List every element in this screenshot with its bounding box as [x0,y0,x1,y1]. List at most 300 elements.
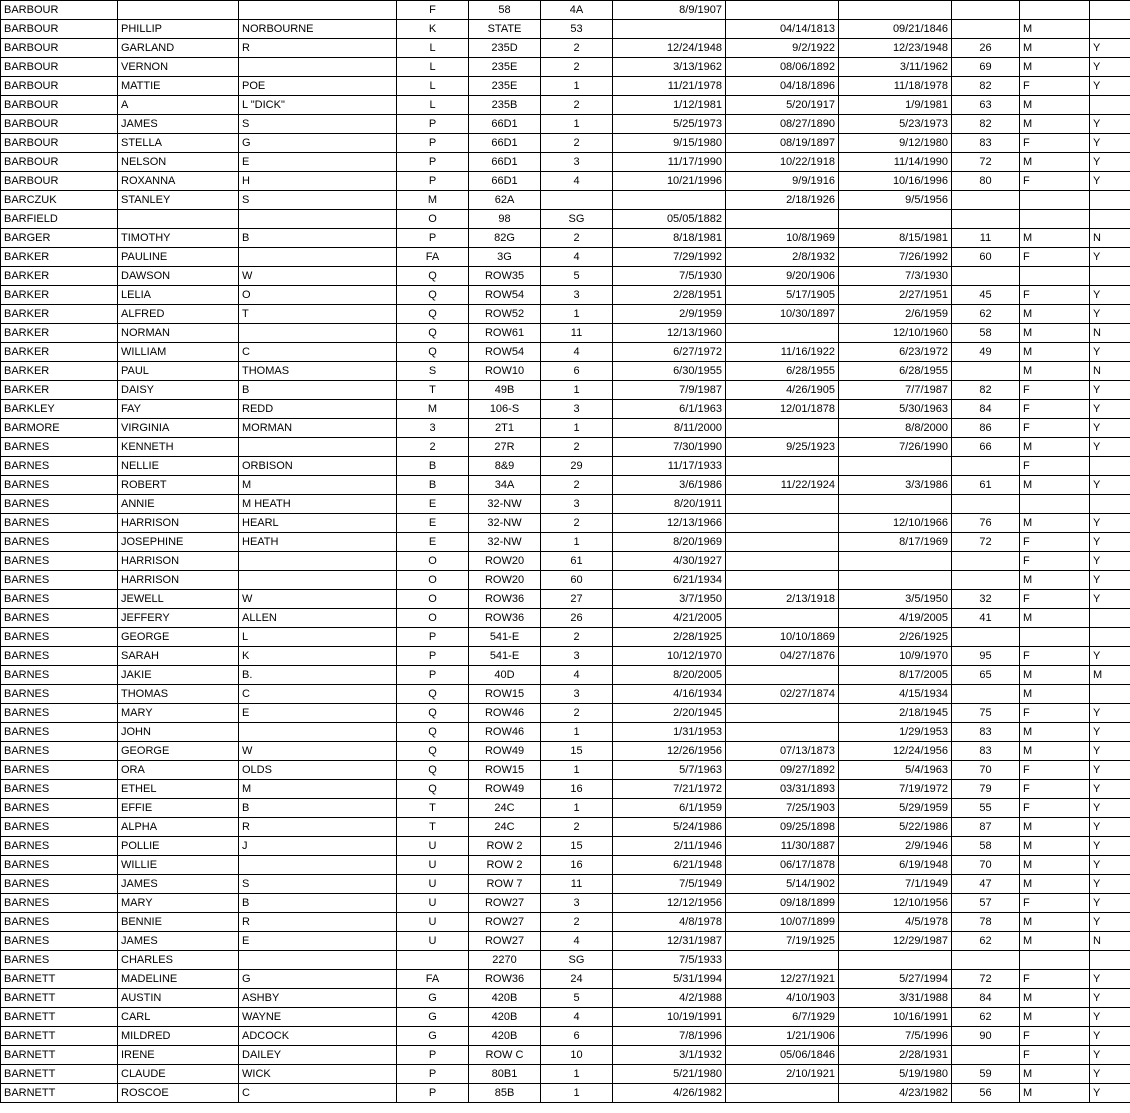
cell-first-name: WILLIAM [118,343,239,362]
cell-age: 58 [952,324,1020,343]
cell-burial-date: 9/15/1980 [613,134,726,153]
cell-space: 1 [541,1084,613,1103]
cell-death-date [839,457,952,476]
cell-lot: ROW 2 [469,856,541,875]
cell-section: Q [397,305,469,324]
cell-middle-name [239,438,397,457]
cell-last-name: BARNES [1,761,118,780]
cell-lot: ROW C [469,1046,541,1065]
cell-flag: Y [1090,590,1130,609]
table-row [1,134,1130,153]
cell-sex: M [1020,20,1090,39]
cell-last-name: BARGER [1,229,118,248]
cell-first-name: STELLA [118,134,239,153]
cell-death-date: 09/21/1846 [839,20,952,39]
cell-sex: M [1020,837,1090,856]
cell-birth-date: 09/27/1892 [726,761,839,780]
cell-first-name: VIRGINIA [118,419,239,438]
table-row [1,172,1130,191]
cell-first-name: GEORGE [118,628,239,647]
cell-death-date: 5/29/1959 [839,799,952,818]
cell-burial-date: 2/28/1925 [613,628,726,647]
cell-sex: F [1020,704,1090,723]
table-row [1,476,1130,495]
cell-birth-date: 08/06/1892 [726,58,839,77]
cell-last-name: BARNES [1,476,118,495]
cell-section: FA [397,970,469,989]
cell-burial-date: 5/31/1994 [613,970,726,989]
cell-burial-date: 8/11/2000 [613,419,726,438]
cell-space: 2 [541,229,613,248]
cell-first-name: ETHEL [118,780,239,799]
cell-death-date: 10/16/1996 [839,172,952,191]
cell-space: 11 [541,324,613,343]
cell-birth-date: 07/13/1873 [726,742,839,761]
cell-section: F [397,1,469,20]
cell-first-name: ANNIE [118,495,239,514]
cell-lot: 66D1 [469,115,541,134]
cell-sex: M [1020,666,1090,685]
cell-flag: Y [1090,761,1130,780]
cell-section: B [397,457,469,476]
cell-last-name: BARKER [1,362,118,381]
cell-flag: Y [1090,913,1130,932]
cell-age [952,495,1020,514]
cell-age: 45 [952,286,1020,305]
cell-birth-date: 1/21/1906 [726,1027,839,1046]
cell-flag: Y [1090,77,1130,96]
cell-sex: M [1020,685,1090,704]
cell-section: G [397,1008,469,1027]
cell-death-date: 8/8/2000 [839,419,952,438]
cell-space: 3 [541,153,613,172]
cell-lot: 82G [469,229,541,248]
cell-burial-date: 6/30/1955 [613,362,726,381]
cell-sex: M [1020,438,1090,457]
cell-flag: Y [1090,533,1130,552]
cell-flag: N [1090,932,1130,951]
cell-burial-date: 8/20/2005 [613,666,726,685]
cell-sex: M [1020,932,1090,951]
cell-age: 72 [952,533,1020,552]
cell-lot: ROW49 [469,742,541,761]
cell-section: P [397,1046,469,1065]
cell-first-name: JEFFERY [118,609,239,628]
table-row [1,39,1130,58]
cell-middle-name [239,1,397,20]
table-row [1,20,1130,39]
cell-sex: M [1020,609,1090,628]
cell-age: 11 [952,229,1020,248]
cell-space: 2 [541,704,613,723]
table-row [1,1065,1130,1084]
cell-burial-date: 2/28/1951 [613,286,726,305]
cell-section: Q [397,704,469,723]
cell-last-name: BARKER [1,343,118,362]
cell-first-name: JAMES [118,932,239,951]
cell-first-name: POLLIE [118,837,239,856]
cell-birth-date [726,552,839,571]
cell-first-name: LELIA [118,286,239,305]
cell-lot: ROW27 [469,894,541,913]
cell-age: 56 [952,1084,1020,1103]
cell-section: O [397,609,469,628]
cell-section [397,951,469,970]
cell-first-name: ROXANNA [118,172,239,191]
cell-sex: M [1020,39,1090,58]
cell-burial-date: 6/1/1959 [613,799,726,818]
cell-birth-date [726,1,839,20]
cell-space: 2 [541,628,613,647]
cell-last-name: BARNES [1,647,118,666]
cell-first-name: GARLAND [118,39,239,58]
cell-birth-date: 9/25/1923 [726,438,839,457]
cell-birth-date: 04/18/1896 [726,77,839,96]
cell-flag: Y [1090,419,1130,438]
cell-flag [1090,457,1130,476]
cell-last-name: BARNES [1,856,118,875]
cell-first-name: FAY [118,400,239,419]
cell-first-name: MARY [118,704,239,723]
cell-burial-date: 2/20/1945 [613,704,726,723]
table-row [1,723,1130,742]
cell-death-date: 11/14/1990 [839,153,952,172]
cell-last-name: BARCZUK [1,191,118,210]
cell-death-date: 6/28/1955 [839,362,952,381]
cell-sex: F [1020,286,1090,305]
cell-sex [1020,951,1090,970]
cell-section: O [397,210,469,229]
table-row [1,533,1130,552]
cell-sex: M [1020,1008,1090,1027]
cell-middle-name: THOMAS [239,362,397,381]
cell-birth-date: 6/7/1929 [726,1008,839,1027]
table-row [1,400,1130,419]
cell-flag: Y [1090,856,1130,875]
cell-age: 55 [952,799,1020,818]
cell-age: 62 [952,305,1020,324]
cell-section: P [397,1065,469,1084]
cell-last-name: BARNES [1,894,118,913]
table-body [1,1,1130,1103]
cell-burial-date: 11/17/1990 [613,153,726,172]
cell-death-date [839,210,952,229]
cell-middle-name: C [239,685,397,704]
cell-lot: 49B [469,381,541,400]
table-row [1,343,1130,362]
cell-lot: 420B [469,1008,541,1027]
cell-flag: Y [1090,343,1130,362]
table-row [1,970,1130,989]
cell-space: 6 [541,1027,613,1046]
cell-middle-name [239,571,397,590]
table-row [1,856,1130,875]
cell-death-date: 8/15/1981 [839,229,952,248]
cell-flag [1090,96,1130,115]
cell-sex: F [1020,552,1090,571]
table-row [1,191,1130,210]
cell-flag: N [1090,229,1130,248]
cell-lot: ROW61 [469,324,541,343]
cell-space: 15 [541,837,613,856]
cell-burial-date: 6/21/1934 [613,571,726,590]
cell-age: 61 [952,476,1020,495]
cell-middle-name: NORBOURNE [239,20,397,39]
cell-last-name: BARBOUR [1,96,118,115]
cell-first-name: PAULINE [118,248,239,267]
cell-sex: M [1020,305,1090,324]
cell-last-name: BARKER [1,324,118,343]
cell-first-name: PHILLIP [118,20,239,39]
cell-space: 1 [541,305,613,324]
cell-death-date: 7/7/1987 [839,381,952,400]
cell-death-date: 7/26/1990 [839,438,952,457]
cell-burial-date: 1/31/1953 [613,723,726,742]
table-row [1,514,1130,533]
table-row [1,590,1130,609]
cell-birth-date: 9/20/1906 [726,267,839,286]
cell-age: 65 [952,666,1020,685]
cell-middle-name: B [239,799,397,818]
cell-death-date: 3/3/1986 [839,476,952,495]
cell-middle-name: B. [239,666,397,685]
cell-middle-name: K [239,647,397,666]
cell-last-name: BARMORE [1,419,118,438]
cell-age [952,951,1020,970]
cell-space: 26 [541,609,613,628]
cell-last-name: BARNES [1,609,118,628]
cell-sex [1020,267,1090,286]
cell-burial-date: 4/26/1982 [613,1084,726,1103]
cell-first-name: NELLIE [118,457,239,476]
cell-last-name: BARBOUR [1,77,118,96]
cell-last-name: BARNES [1,685,118,704]
cell-last-name: BARBOUR [1,153,118,172]
cell-middle-name: C [239,343,397,362]
cell-death-date: 9/5/1956 [839,191,952,210]
cell-lot: 32-NW [469,495,541,514]
cell-burial-date: 2/9/1959 [613,305,726,324]
cell-birth-date: 2/13/1918 [726,590,839,609]
cell-burial-date: 12/24/1948 [613,39,726,58]
cell-lot: ROW27 [469,932,541,951]
table-row [1,761,1130,780]
cell-sex: M [1020,989,1090,1008]
cell-birth-date [726,951,839,970]
cell-age [952,191,1020,210]
table-row [1,1046,1130,1065]
cell-age: 82 [952,77,1020,96]
cell-age: 26 [952,39,1020,58]
table-row [1,324,1130,343]
cell-last-name: BARBOUR [1,172,118,191]
cell-space: 1 [541,381,613,400]
cell-first-name: NORMAN [118,324,239,343]
table-row [1,913,1130,932]
table-row [1,571,1130,590]
cell-burial-date: 6/27/1972 [613,343,726,362]
cell-burial-date: 3/7/1950 [613,590,726,609]
cell-flag [1090,267,1130,286]
table-row [1,780,1130,799]
cell-section: G [397,989,469,1008]
cell-section: M [397,400,469,419]
cell-section: U [397,875,469,894]
cell-burial-date: 12/26/1956 [613,742,726,761]
cell-age [952,267,1020,286]
cell-birth-date: 03/31/1893 [726,780,839,799]
cell-birth-date [726,495,839,514]
cell-flag: Y [1090,1027,1130,1046]
cell-lot: 24C [469,818,541,837]
cell-middle-name: S [239,191,397,210]
cell-sex: M [1020,362,1090,381]
table-row [1,267,1130,286]
cell-space: 2 [541,818,613,837]
cell-middle-name: ORBISON [239,457,397,476]
cell-last-name: BARNES [1,913,118,932]
cell-space: 24 [541,970,613,989]
cell-section: P [397,666,469,685]
cell-death-date: 7/19/1972 [839,780,952,799]
cell-middle-name: MORMAN [239,419,397,438]
cell-space: 1 [541,419,613,438]
cell-section: S [397,362,469,381]
cell-space: 3 [541,894,613,913]
cell-flag: Y [1090,552,1130,571]
cell-middle-name: OLDS [239,761,397,780]
cell-middle-name [239,951,397,970]
table-row [1,210,1130,229]
cell-birth-date [726,514,839,533]
cell-section: P [397,115,469,134]
cell-space: 4 [541,666,613,685]
cell-last-name: BARNES [1,780,118,799]
cell-sex: M [1020,343,1090,362]
cell-birth-date: 4/26/1905 [726,381,839,400]
cell-age: 83 [952,134,1020,153]
cell-sex: F [1020,172,1090,191]
cell-burial-date: 7/5/1949 [613,875,726,894]
table-row [1,552,1130,571]
cell-section: O [397,571,469,590]
cell-section: P [397,134,469,153]
cell-death-date: 8/17/1969 [839,533,952,552]
cell-space: 1 [541,533,613,552]
cell-first-name: HARRISON [118,514,239,533]
cell-middle-name: B [239,894,397,913]
table-row [1,1027,1130,1046]
cell-burial-date: 3/1/1932 [613,1046,726,1065]
table-row [1,77,1130,96]
cell-birth-date: 2/18/1926 [726,191,839,210]
cell-lot: 62A [469,191,541,210]
cell-space: 2 [541,39,613,58]
cell-lot: 24C [469,799,541,818]
cell-lot: ROW36 [469,970,541,989]
table-row [1,248,1130,267]
cell-space: SG [541,210,613,229]
cell-death-date: 4/15/1934 [839,685,952,704]
cell-space: 3 [541,685,613,704]
cell-last-name: BARBOUR [1,20,118,39]
cell-first-name [118,1,239,20]
cell-age: 32 [952,590,1020,609]
cell-space: 16 [541,856,613,875]
cell-age: 69 [952,58,1020,77]
cell-death-date: 5/27/1994 [839,970,952,989]
cell-last-name: BARKER [1,381,118,400]
cell-middle-name: W [239,742,397,761]
cell-birth-date: 09/25/1898 [726,818,839,837]
cell-first-name: JAMES [118,115,239,134]
cell-lot: 40D [469,666,541,685]
cell-first-name: DAISY [118,381,239,400]
cell-birth-date [726,210,839,229]
cell-birth-date [726,1084,839,1103]
cell-age [952,552,1020,571]
cell-flag: Y [1090,115,1130,134]
cell-space: 27 [541,590,613,609]
cell-first-name: NELSON [118,153,239,172]
cell-last-name: BARBOUR [1,58,118,77]
cell-lot: 32-NW [469,533,541,552]
cell-birth-date: 11/22/1924 [726,476,839,495]
cell-age [952,362,1020,381]
cell-space: SG [541,951,613,970]
cell-age: 82 [952,381,1020,400]
cell-middle-name: M HEATH [239,495,397,514]
cell-sex: M [1020,1084,1090,1103]
cell-first-name: ROBERT [118,476,239,495]
cell-burial-date: 8/20/1969 [613,533,726,552]
cell-first-name: PAUL [118,362,239,381]
cell-space: 5 [541,989,613,1008]
cell-birth-date: 12/01/1878 [726,400,839,419]
cell-last-name: BARKLEY [1,400,118,419]
cell-last-name: BARNES [1,628,118,647]
cell-first-name: IRENE [118,1046,239,1065]
cell-sex: F [1020,457,1090,476]
cell-burial-date: 11/21/1978 [613,77,726,96]
cell-sex [1020,210,1090,229]
table-row [1,419,1130,438]
cell-flag [1090,495,1130,514]
cell-lot: ROW35 [469,267,541,286]
table-row [1,704,1130,723]
cell-middle-name: R [239,913,397,932]
cell-death-date: 2/6/1959 [839,305,952,324]
cell-last-name: BARNES [1,533,118,552]
table-row [1,647,1130,666]
cell-age [952,20,1020,39]
cell-burial-date [613,20,726,39]
cell-burial-date: 5/24/1986 [613,818,726,837]
cell-birth-date: 09/18/1899 [726,894,839,913]
cell-sex: M [1020,58,1090,77]
cell-lot: 85B [469,1084,541,1103]
cell-first-name: GEORGE [118,742,239,761]
table-row [1,1008,1130,1027]
cell-first-name: MATTIE [118,77,239,96]
cell-last-name: BARKER [1,248,118,267]
cell-sex: M [1020,153,1090,172]
cell-death-date: 4/23/1982 [839,1084,952,1103]
cell-middle-name: E [239,704,397,723]
cell-section: T [397,818,469,837]
cell-birth-date [726,419,839,438]
cell-section: U [397,894,469,913]
